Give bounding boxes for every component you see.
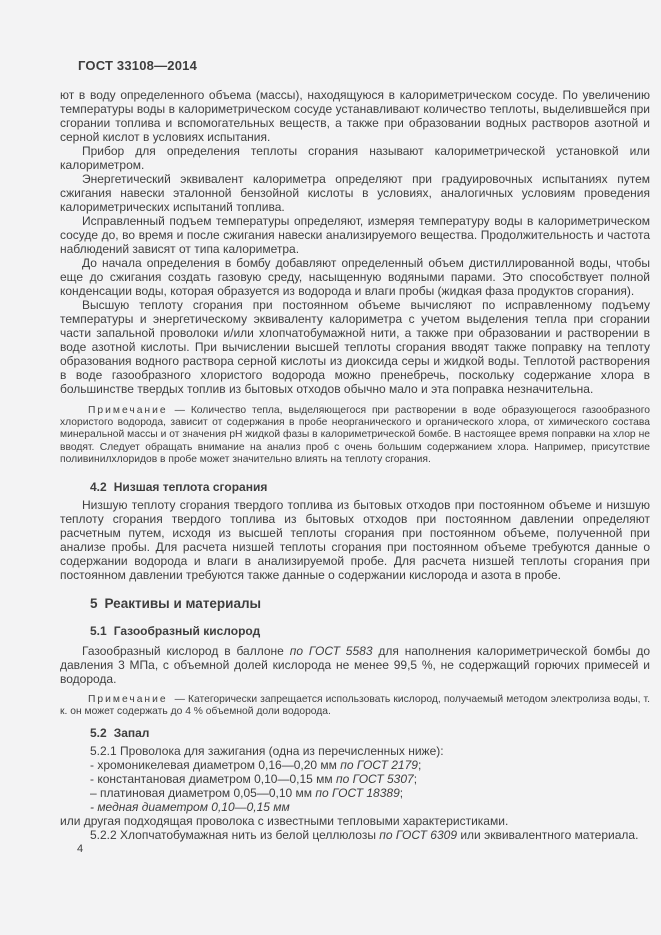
- paragraph-net-calorific-value: Низшую теплоту сгорания твердого топлива из бытовых отходов при постоянном объеме и низшую теплоту сгорания твердого топлива из бытовых отходов при постоянном давлении определяют расчетным путем, исходя из высшей теплоты сгорания при постоянном объеме, полученной при анализе пробы. Для расчета низшей теплоты сгорания при постоянном объеме требуются данные о содержании водорода и влаги в анализируемой пробе. Для расчета низшей теплоты сгорания при постоянном давлении требуются также данные о содержании кислорода и азота в пробе.: [60, 498, 650, 583]
- wire-item-platinum: [60, 786, 650, 800]
- gost-reference: по ГОСТ 6309: [379, 828, 457, 843]
- paragraph-gross-calorific-value: Высшую теплоту сгорания при постоянном объеме вычисляют по исправленному подъему температуры и энергетическому эквиваленту калориметра с учетом выделения тепла при сгорании части запальной проволоки и/или хлопчатобумажной нити, а также при образовании и растворении в воде азотной кислоты. При вычислении высшей теплоты сгорания вводят также поправку на теплоту образования водного раствора серной кислоты из диоксида серы и жидкой воды. Теплотой растворения в воде газообразного хлористого водорода можно пренебречь, поскольку содержание хлора в большинстве твердых топлив из бытовых отходов обычно мало и эта поправка незначительна.: [60, 298, 650, 396]
- paragraph-energy-equivalent: Энергетический эквивалент калориметра определяют при градуировочных испытаниях путем сжигания навески эталонной бензойной кислоты в условиях, аналогичных условиям проведения калориметрических испытаний топлива.: [60, 172, 650, 214]
- gost-reference: по ГОСТ 5307: [335, 772, 414, 787]
- page-content: [60, 88, 650, 842]
- heading-title: Реактивы и материалы: [104, 596, 262, 612]
- clause-text: или эквивалентного материала.: [457, 828, 639, 843]
- paragraph-temperature-rise: Исправленный подъем температуры определяют, измеряя температуру воды в калориметрическом сосуде до, во время и после сжигания навески анализируемого вещества. Продолжительность и частота наблюдений зависят от типа калориметра.: [60, 214, 650, 256]
- paragraph-other-wire: или другая подходящая проволока с известными тепловыми характеристиками.: [60, 814, 509, 829]
- wire-item-chromonickel: [60, 758, 650, 772]
- wire-item-copper: [60, 800, 650, 814]
- item-text: - константановая диаметром 0,10—0,15 мм: [90, 772, 336, 787]
- item-text: ;: [399, 786, 404, 801]
- heading-number: 5.1: [90, 624, 107, 639]
- note-chlorine: [60, 405, 650, 466]
- heading-title: Запал: [113, 726, 150, 741]
- note-text: — Количество тепла, выделяющегося при растворении в воде образующегося газообразного хлористого водорода, зависит от содержания в пробе неорганического и органического хлора, от химического состава минеральной массы и от значения рН жидкой фазы в калориметрической бомбе. В настоящее время поправки на хлор не вводят. Следует обращать внимание на анализ проб с очень большим содержанием хлора. Например, присутствие поливинилхлоридов в пробе может значительно влиять на теплоту сгорания.: [60, 405, 650, 465]
- heading-number: 5: [90, 596, 98, 612]
- note-electrolysis: [60, 694, 650, 718]
- item-text: - хромоникелевая диаметром 0,16—0,20 мм: [90, 758, 341, 773]
- paragraph-text: для наполнения калориметрической бомбы до давления 3 МПа, с объемной долей кислорода не менее 99,5 %, не содержащий горючих примесей и водорода.: [60, 644, 650, 687]
- wire-item-constantan: [60, 772, 650, 786]
- paragraph-text: Газообразный кислород в баллоне: [82, 644, 290, 659]
- heading-5-2: [60, 726, 650, 740]
- paragraph-calorimeter: Прибор для определения теплоты сгорания называют калориметрической установкой или калориметром.: [60, 144, 650, 172]
- heading-title: Газообразный кислород: [113, 624, 261, 639]
- heading-4-2: [60, 480, 650, 494]
- heading-5-1: [60, 624, 650, 638]
- item-text: ;: [413, 772, 418, 787]
- paragraph-distilled-water: До начала определения в бомбу добавляют определенный объем дистиллированной воды, чтобы еще до сжигания создать газовую среду, насыщенную водяными парами. Это способствует полной конденсации воды, которая образуется из водорода и влаги пробы (жидкая фаза продуктов сгорания).: [60, 256, 650, 298]
- heading-title: Низшая теплота сгорания: [113, 480, 268, 495]
- note-label: Примечание: [88, 694, 168, 706]
- heading-number: 4.2: [90, 480, 107, 495]
- clause-5-2-1: 5.2.1 Проволока для зажигания (одна из перечисленных ниже):: [90, 744, 444, 759]
- page-number: 4: [77, 843, 84, 855]
- item-text: – платиновая диаметром 0,05—0,10 мм: [90, 786, 316, 801]
- clause-text: 5.2.2 Хлопчатобумажная нить из белой целлюлозы: [90, 828, 380, 843]
- gost-reference: по ГОСТ 2179: [340, 758, 418, 773]
- note-label: Примечание: [88, 405, 168, 416]
- gost-reference: - медная диаметром 0,10—0,15 мм: [90, 800, 290, 815]
- note-text: — Категорически запрещается использовать кислород, получаемый методом электролиза воды, т. к. он может содержать до 4 % объемной доли водорода.: [60, 694, 650, 718]
- clause-5-2-2: [60, 828, 650, 842]
- paragraph-oxygen: [60, 644, 650, 686]
- gost-reference: по ГОСТ 5583: [289, 644, 373, 659]
- item-text: ;: [417, 758, 422, 773]
- paragraph-continuation: ют в воду определенного объема (массы), находящуюся в калориметрическом сосуде. По увеличению температуры воды в калориметрическом сосуде устанавливают количество теплоты, выделившейся при сгорании топлива и вспомогательных веществ, а также при образовании водных растворов азотной и серной кислот в условиях испытания.: [60, 88, 650, 144]
- heading-5: [60, 596, 650, 612]
- running-header: ГОСТ 33108—2014: [78, 58, 197, 73]
- gost-reference: по ГОСТ 18389: [315, 786, 400, 801]
- heading-number: 5.2: [90, 726, 107, 741]
